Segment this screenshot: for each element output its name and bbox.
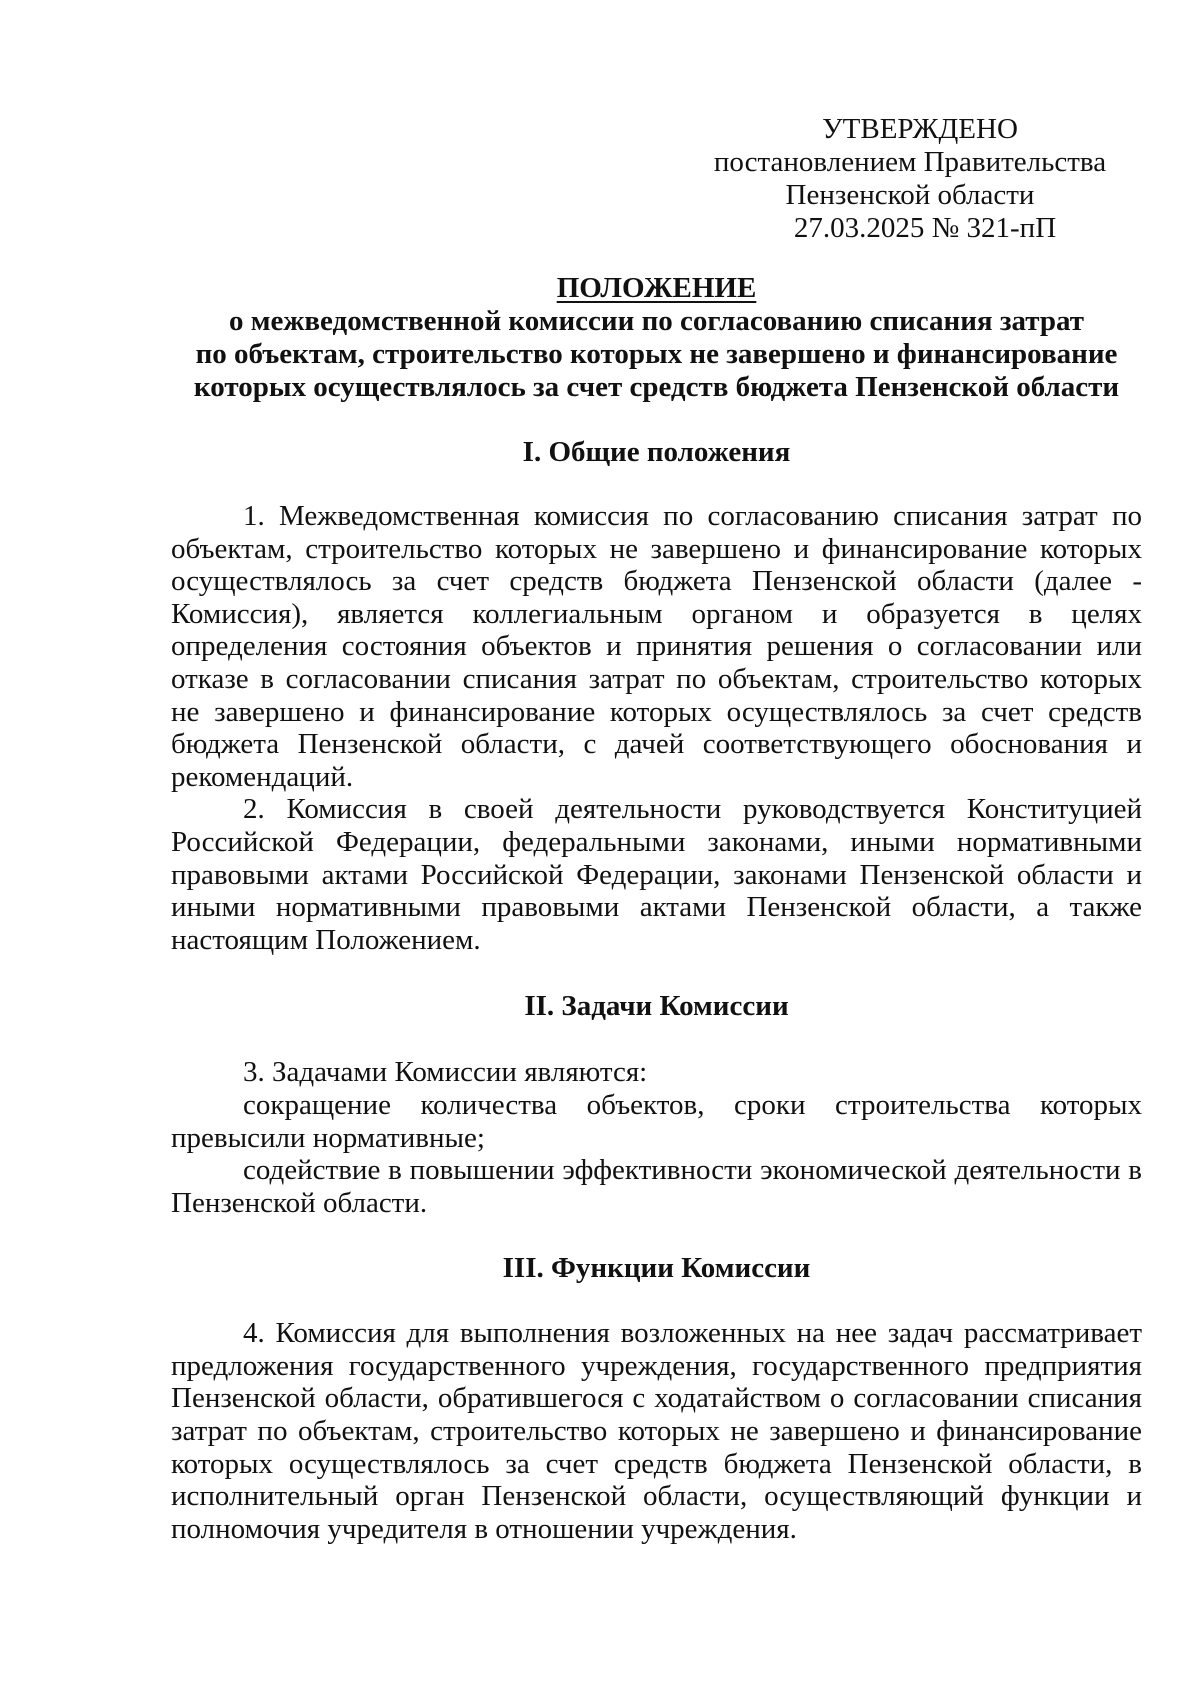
document-title-line: о межведомственной комиссии по согласованию списания затрат [228,305,1085,337]
document-body [171,272,1142,1545]
approval-stamp [700,113,1120,245]
document-title [171,272,1142,404]
section-heading-functions: III. Функции Комиссии [502,1252,811,1285]
task-item: содействие в повышении эффективности экономической деятельности в Пензенской области. [171,1154,1142,1219]
task-item: сокращение количества объектов, сроки строительства которых превысили нормативные; [171,1088,1142,1154]
paragraph-3: 3. Задачами Комиссии являются: [243,1056,648,1089]
document-title-line: по объектам, строительство которых не завершено и финансирование [195,338,1118,370]
approval-authority: постановлением Правительства [713,146,1107,178]
section-heading-tasks: II. Задачи Комиссии [524,990,789,1023]
approval-label: УТВЕРЖДЕНО [822,113,1018,145]
document-title-line: которых осуществлялось за счет средств бюджета Пензенской области [193,371,1120,403]
document-title-heading: ПОЛОЖЕНИЕ [556,272,757,304]
paragraph-4: 4. Комиссия для выполнения возложенных на нее задач рассматривает предложения государственного учреждения, государственного предприятия Пензенской области, обратившегося с ходатайством о согласовании списания затрат по объектам, строительство которых не завершено и финансирование которых осуществлялось за счет средств бюджета Пензенской области, в исполнительный орган Пензенской области, осуществляющий функции и полномочия учредителя в отношении учреждения. [171,1317,1142,1545]
paragraph-2: 2. Комиссия в своей деятельности руководствуется Конституцией Российской Федерации, федеральными законами, иными нормативными правовыми актами Российской Федерации, законами Пензенской области и иными нормативными правовыми актами Пензенской области, а также настоящим Положением. [171,793,1142,956]
paragraph-1: 1. Межведомственная комиссия по согласованию списания затрат по объектам, строительство которых не завершено и финансирование которых осуществлялось за счет средств бюджета Пензенской области (далее - Комиссия), является коллегиальным органом и образуется в целях определения состояния объектов и принятия решения о согласовании или отказе в согласовании списания затрат по объектам, строительство которых не завершено и финансирование которых осуществлялось за счет средств бюджета Пензенской области, с дачей соответствующего обоснования и рекомендаций. [171,500,1142,793]
approval-region: Пензенской области [785,179,1035,211]
section-heading-general: I. Общие положения [522,436,791,468]
approval-date-number: 27.03.2025 № 321-пП [793,212,1057,244]
